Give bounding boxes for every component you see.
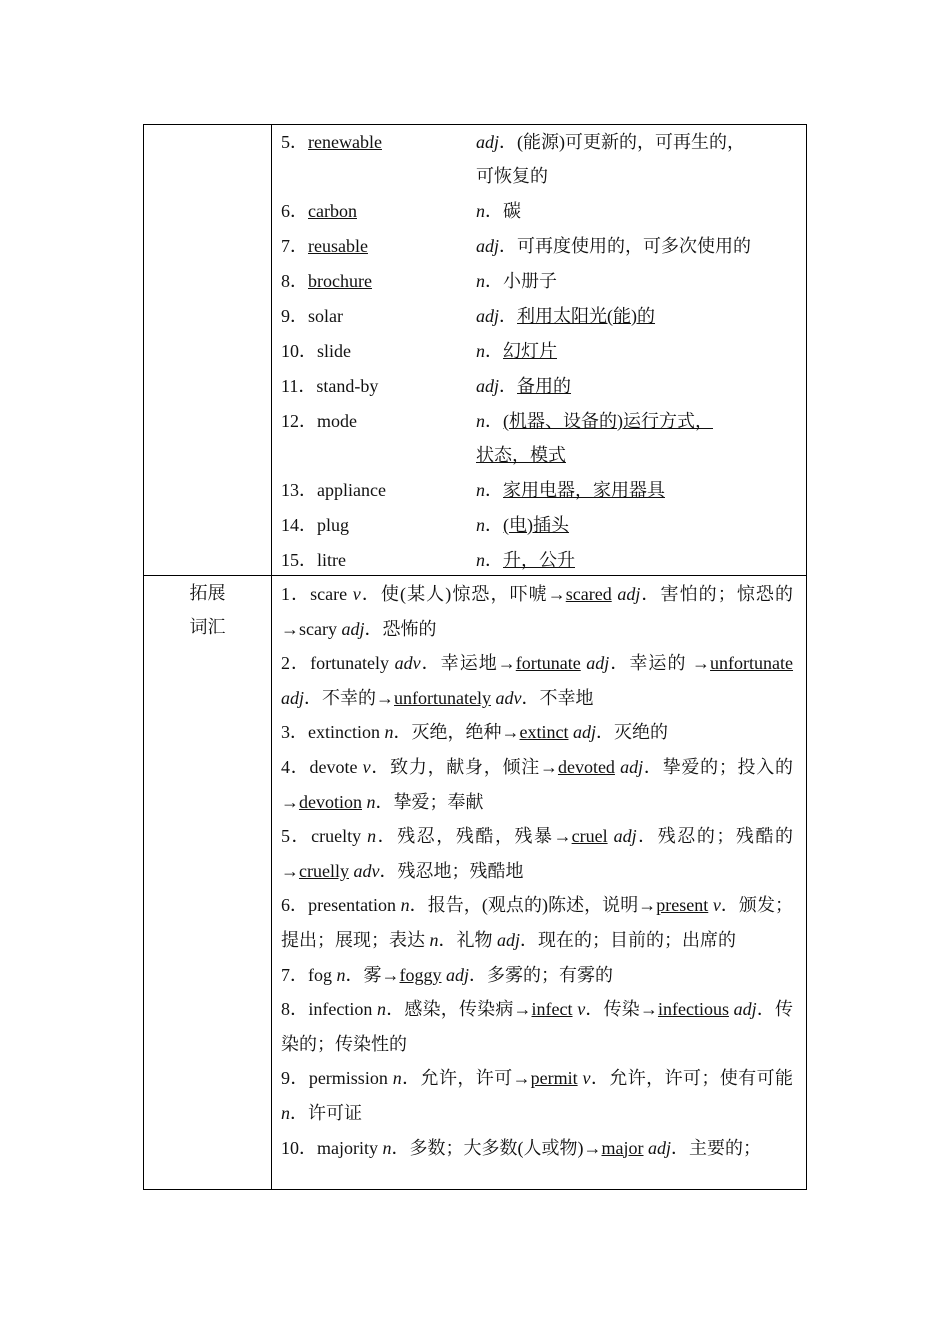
entry-text: ．颁发；提出；展现；表达 — [281, 895, 793, 950]
part-of-speech: n — [476, 515, 485, 535]
vocab-word: mode — [317, 411, 357, 431]
derived-word: devoted — [557, 756, 615, 777]
entry-text: ．挚爱；奉献 — [375, 791, 484, 812]
definition-text: 备用的 — [517, 376, 572, 396]
vocab-word: renewable — [308, 132, 382, 152]
vocab-row — [281, 546, 801, 581]
pos-dot: ． — [499, 132, 518, 152]
vocab-number: 13． — [281, 480, 317, 500]
entry-text: ．致力，献身，倾注→ — [370, 756, 558, 777]
pos-dot: ． — [485, 341, 503, 361]
pos-dot: ． — [485, 201, 503, 221]
entry-text: ．残忍，残酷，残暴→ — [376, 826, 572, 847]
entry-text: 9．permission — [281, 1068, 393, 1089]
derived-word: unfortunately — [394, 687, 491, 708]
entry-text: ．灭绝的 — [595, 722, 668, 743]
derived-word: fortunate — [515, 653, 581, 674]
definition-text: 幻灯片 — [503, 341, 557, 361]
category-label — [144, 577, 271, 645]
expansion-entry — [281, 1061, 793, 1130]
derived-word: devotion — [299, 791, 362, 812]
entry-text: ．害怕的；惊恐的→scary — [281, 584, 794, 639]
part-of-speech: adj — [497, 929, 521, 950]
entry-text: ．幸运的 → — [609, 653, 711, 674]
entry-text: ．礼物 — [438, 929, 497, 950]
entry-text: 10．majority — [281, 1137, 383, 1158]
part-of-speech: n — [367, 826, 377, 847]
expansion-entry — [281, 646, 793, 715]
derived-word: permit — [530, 1068, 578, 1089]
derived-word: scared — [565, 584, 612, 604]
definition-text-cont: 可恢复的 — [476, 166, 548, 186]
entry-text: ．主要的； — [671, 1137, 762, 1158]
pos-dot: ． — [485, 271, 503, 291]
vocab-word: solar — [308, 306, 343, 326]
vocab-term — [281, 407, 357, 435]
vocab-number: 5． — [281, 132, 308, 152]
part-of-speech: adj — [281, 687, 305, 708]
part-of-speech: n — [281, 1102, 290, 1123]
part-of-speech: adj — [476, 376, 500, 396]
entry-text: ．传染→ — [585, 999, 658, 1020]
expansion-entry — [281, 819, 793, 888]
vocab-number: 14． — [281, 515, 317, 535]
vocab-word: reusable — [308, 236, 368, 256]
part-of-speech: n — [429, 929, 439, 950]
vocab-definition — [476, 125, 776, 193]
vocab-term — [281, 267, 372, 295]
part-of-speech: n — [476, 201, 485, 221]
entry-text: ．不幸的→ — [304, 687, 395, 708]
entry-text: 5．cruelty — [281, 826, 368, 847]
pos-dot: ． — [499, 306, 518, 326]
part-of-speech: adj — [572, 722, 596, 743]
entry-text: ．雾→ — [345, 964, 400, 985]
entry-text: 6．presentation — [281, 895, 401, 916]
derived-word: cruelly — [299, 860, 349, 881]
part-of-speech: n — [476, 550, 485, 570]
vocab-definition — [476, 508, 776, 542]
part-of-speech: adj — [617, 584, 641, 604]
definition-text: (能源)可更新的，可再生的， — [517, 132, 746, 152]
entry-text: 3．extinction — [281, 722, 385, 743]
category-label-line1: 拓展 — [189, 583, 226, 604]
entry-text: ．灭绝，绝种→ — [393, 722, 520, 743]
vocab-word: carbon — [308, 201, 357, 221]
entry-text: ．报告，(观点的)陈述，说明→ — [409, 895, 657, 916]
vocab-definition — [476, 404, 776, 472]
part-of-speech: n — [384, 722, 394, 743]
vocab-word: slide — [317, 341, 351, 361]
vocab-number: 6． — [281, 201, 308, 221]
vocab-number: 10． — [281, 341, 317, 361]
pos-dot: ． — [485, 411, 503, 431]
part-of-speech: adj — [476, 132, 500, 152]
vocab-definition — [476, 229, 776, 263]
vocab-row — [281, 128, 801, 197]
definition-text: (电)插头 — [503, 515, 569, 535]
entry-text: ．多雾的；有雾的 — [469, 964, 614, 985]
derived-word: foggy — [399, 964, 442, 985]
expansion-entry — [281, 750, 793, 819]
vocab-term — [281, 232, 368, 260]
entry-text: ．感染，传染病→ — [386, 999, 532, 1020]
part-of-speech: n — [476, 271, 485, 291]
vocab-row — [281, 197, 801, 232]
entry-text: 8．infection — [281, 999, 378, 1020]
derived-word: present — [656, 895, 709, 916]
vocabulary-table — [143, 124, 807, 1190]
expansion-entry — [281, 958, 793, 993]
vocab-row — [281, 337, 801, 372]
entry-text: ．残忍的；残酷的→ — [281, 826, 794, 881]
entry-text: 2．fortunately — [281, 653, 395, 674]
vocab-row — [281, 232, 801, 267]
entry-text: 1．scare — [281, 584, 353, 604]
entry-text: ．许可证 — [290, 1102, 362, 1123]
vocab-word: plug — [317, 515, 350, 535]
vocab-number: 8． — [281, 271, 308, 291]
entry-text: ．残忍地；残酷地 — [379, 860, 524, 881]
pos-dot: ． — [485, 550, 503, 570]
vocab-number: 15． — [281, 550, 317, 570]
vocab-row — [281, 407, 801, 476]
part-of-speech: adv — [353, 860, 380, 881]
pos-dot: ． — [485, 480, 503, 500]
expansion-entry — [281, 992, 793, 1061]
entry-text: ．现在的；目前的；出席的 — [520, 929, 737, 950]
definition-text-cont: 状态，模式 — [476, 445, 566, 465]
part-of-speech: adj — [648, 1137, 672, 1158]
part-of-speech: adj — [613, 826, 637, 847]
part-of-speech: adv — [394, 653, 421, 674]
part-of-speech: adj — [586, 653, 610, 674]
part-of-speech: adj — [476, 236, 500, 256]
part-of-speech: n — [400, 895, 410, 916]
part-of-speech: v — [577, 999, 586, 1020]
pos-dot: ． — [485, 515, 503, 535]
expansion-entry — [281, 888, 793, 957]
entry-text: ．传染的；传染性的 — [281, 999, 794, 1054]
part-of-speech: n — [377, 999, 387, 1020]
expansion-vocabulary — [281, 577, 793, 1165]
part-of-speech: v — [362, 756, 371, 777]
vocab-definition — [476, 194, 776, 228]
part-of-speech: n — [476, 480, 485, 500]
pos-dot: ． — [499, 236, 518, 256]
definition-text: 可再度使用的，可多次使用的 — [517, 236, 752, 256]
vocab-definition — [476, 473, 776, 507]
definition-text: 升，公升 — [503, 550, 575, 570]
part-of-speech: n — [382, 1137, 392, 1158]
part-of-speech: n — [366, 791, 376, 812]
definition-text: 碳 — [503, 201, 521, 221]
derived-word: extinct — [519, 722, 569, 743]
part-of-speech: n — [476, 341, 485, 361]
definition-text: 利用太阳光(能)的 — [517, 306, 656, 326]
pos-dot: ． — [499, 376, 518, 396]
vocab-word: stand-by — [316, 376, 379, 396]
vocab-number: 12． — [281, 411, 317, 431]
entry-text: ．允许，许可；使有可能 — [590, 1068, 794, 1089]
entry-text: ．多数；大多数(人或物)→ — [391, 1137, 602, 1158]
entry-text: ．恐怖的 — [364, 618, 437, 639]
vocab-number: 7． — [281, 236, 308, 256]
vocab-definition — [476, 299, 776, 333]
vocab-word: litre — [317, 550, 346, 570]
entry-text: 4．devote — [281, 756, 363, 777]
vocab-definition — [476, 334, 776, 368]
part-of-speech: n — [336, 964, 346, 985]
vocab-definition — [476, 543, 776, 577]
derived-word: cruel — [571, 826, 608, 847]
entry-text: ．幸运地→ — [420, 653, 516, 674]
entry-text: ．不幸地 — [521, 687, 594, 708]
vocab-word: brochure — [308, 271, 372, 291]
definition-text: (机器、设备的)运行方式， — [503, 411, 713, 431]
part-of-speech: adj — [341, 618, 365, 639]
derived-word: unfortunate — [710, 653, 794, 674]
derived-word: infect — [531, 999, 573, 1020]
part-of-speech: adj — [446, 964, 470, 985]
part-of-speech: v — [582, 1068, 591, 1089]
part-of-speech: n — [476, 411, 485, 431]
entry-text: ．允许，许可→ — [401, 1068, 531, 1089]
column-divider — [271, 125, 272, 1189]
part-of-speech: adj — [476, 306, 500, 326]
vocab-term — [281, 511, 349, 539]
vocab-number: 11． — [281, 376, 317, 396]
expansion-entry — [281, 715, 793, 750]
vocab-row — [281, 372, 801, 407]
vocabulary-list — [281, 128, 801, 581]
part-of-speech: adj — [733, 999, 757, 1020]
part-of-speech: adj — [620, 756, 644, 777]
vocab-term — [281, 337, 351, 365]
vocab-term — [281, 128, 382, 156]
vocab-definition — [476, 369, 776, 403]
entry-text: ．使(某人)惊恐，吓唬→ — [360, 584, 566, 604]
expansion-entry — [281, 1131, 793, 1166]
vocab-row — [281, 302, 801, 337]
expansion-entry — [281, 577, 793, 646]
entry-text: ．挚爱的；投入的→ — [281, 756, 794, 812]
entry-text: 7．fog — [281, 964, 337, 985]
vocab-term — [281, 476, 386, 504]
vocab-number: 9． — [281, 306, 308, 326]
vocab-row — [281, 476, 801, 511]
derived-word: major — [601, 1137, 644, 1158]
vocab-definition — [476, 264, 776, 298]
definition-text: 小册子 — [503, 271, 557, 291]
vocab-term — [281, 302, 343, 330]
vocab-row — [281, 511, 801, 546]
vocab-term — [281, 546, 346, 574]
part-of-speech: v — [352, 584, 361, 604]
vocab-row — [281, 267, 801, 302]
derived-word: infectious — [657, 999, 729, 1020]
part-of-speech: v — [712, 895, 721, 916]
part-of-speech: adv — [495, 687, 522, 708]
vocab-word: appliance — [317, 480, 386, 500]
part-of-speech: n — [392, 1068, 402, 1089]
vocab-term — [281, 197, 357, 225]
category-label-line2: 词汇 — [189, 617, 226, 638]
definition-text: 家用电器，家用器具 — [503, 480, 665, 500]
vocab-term — [281, 372, 378, 400]
